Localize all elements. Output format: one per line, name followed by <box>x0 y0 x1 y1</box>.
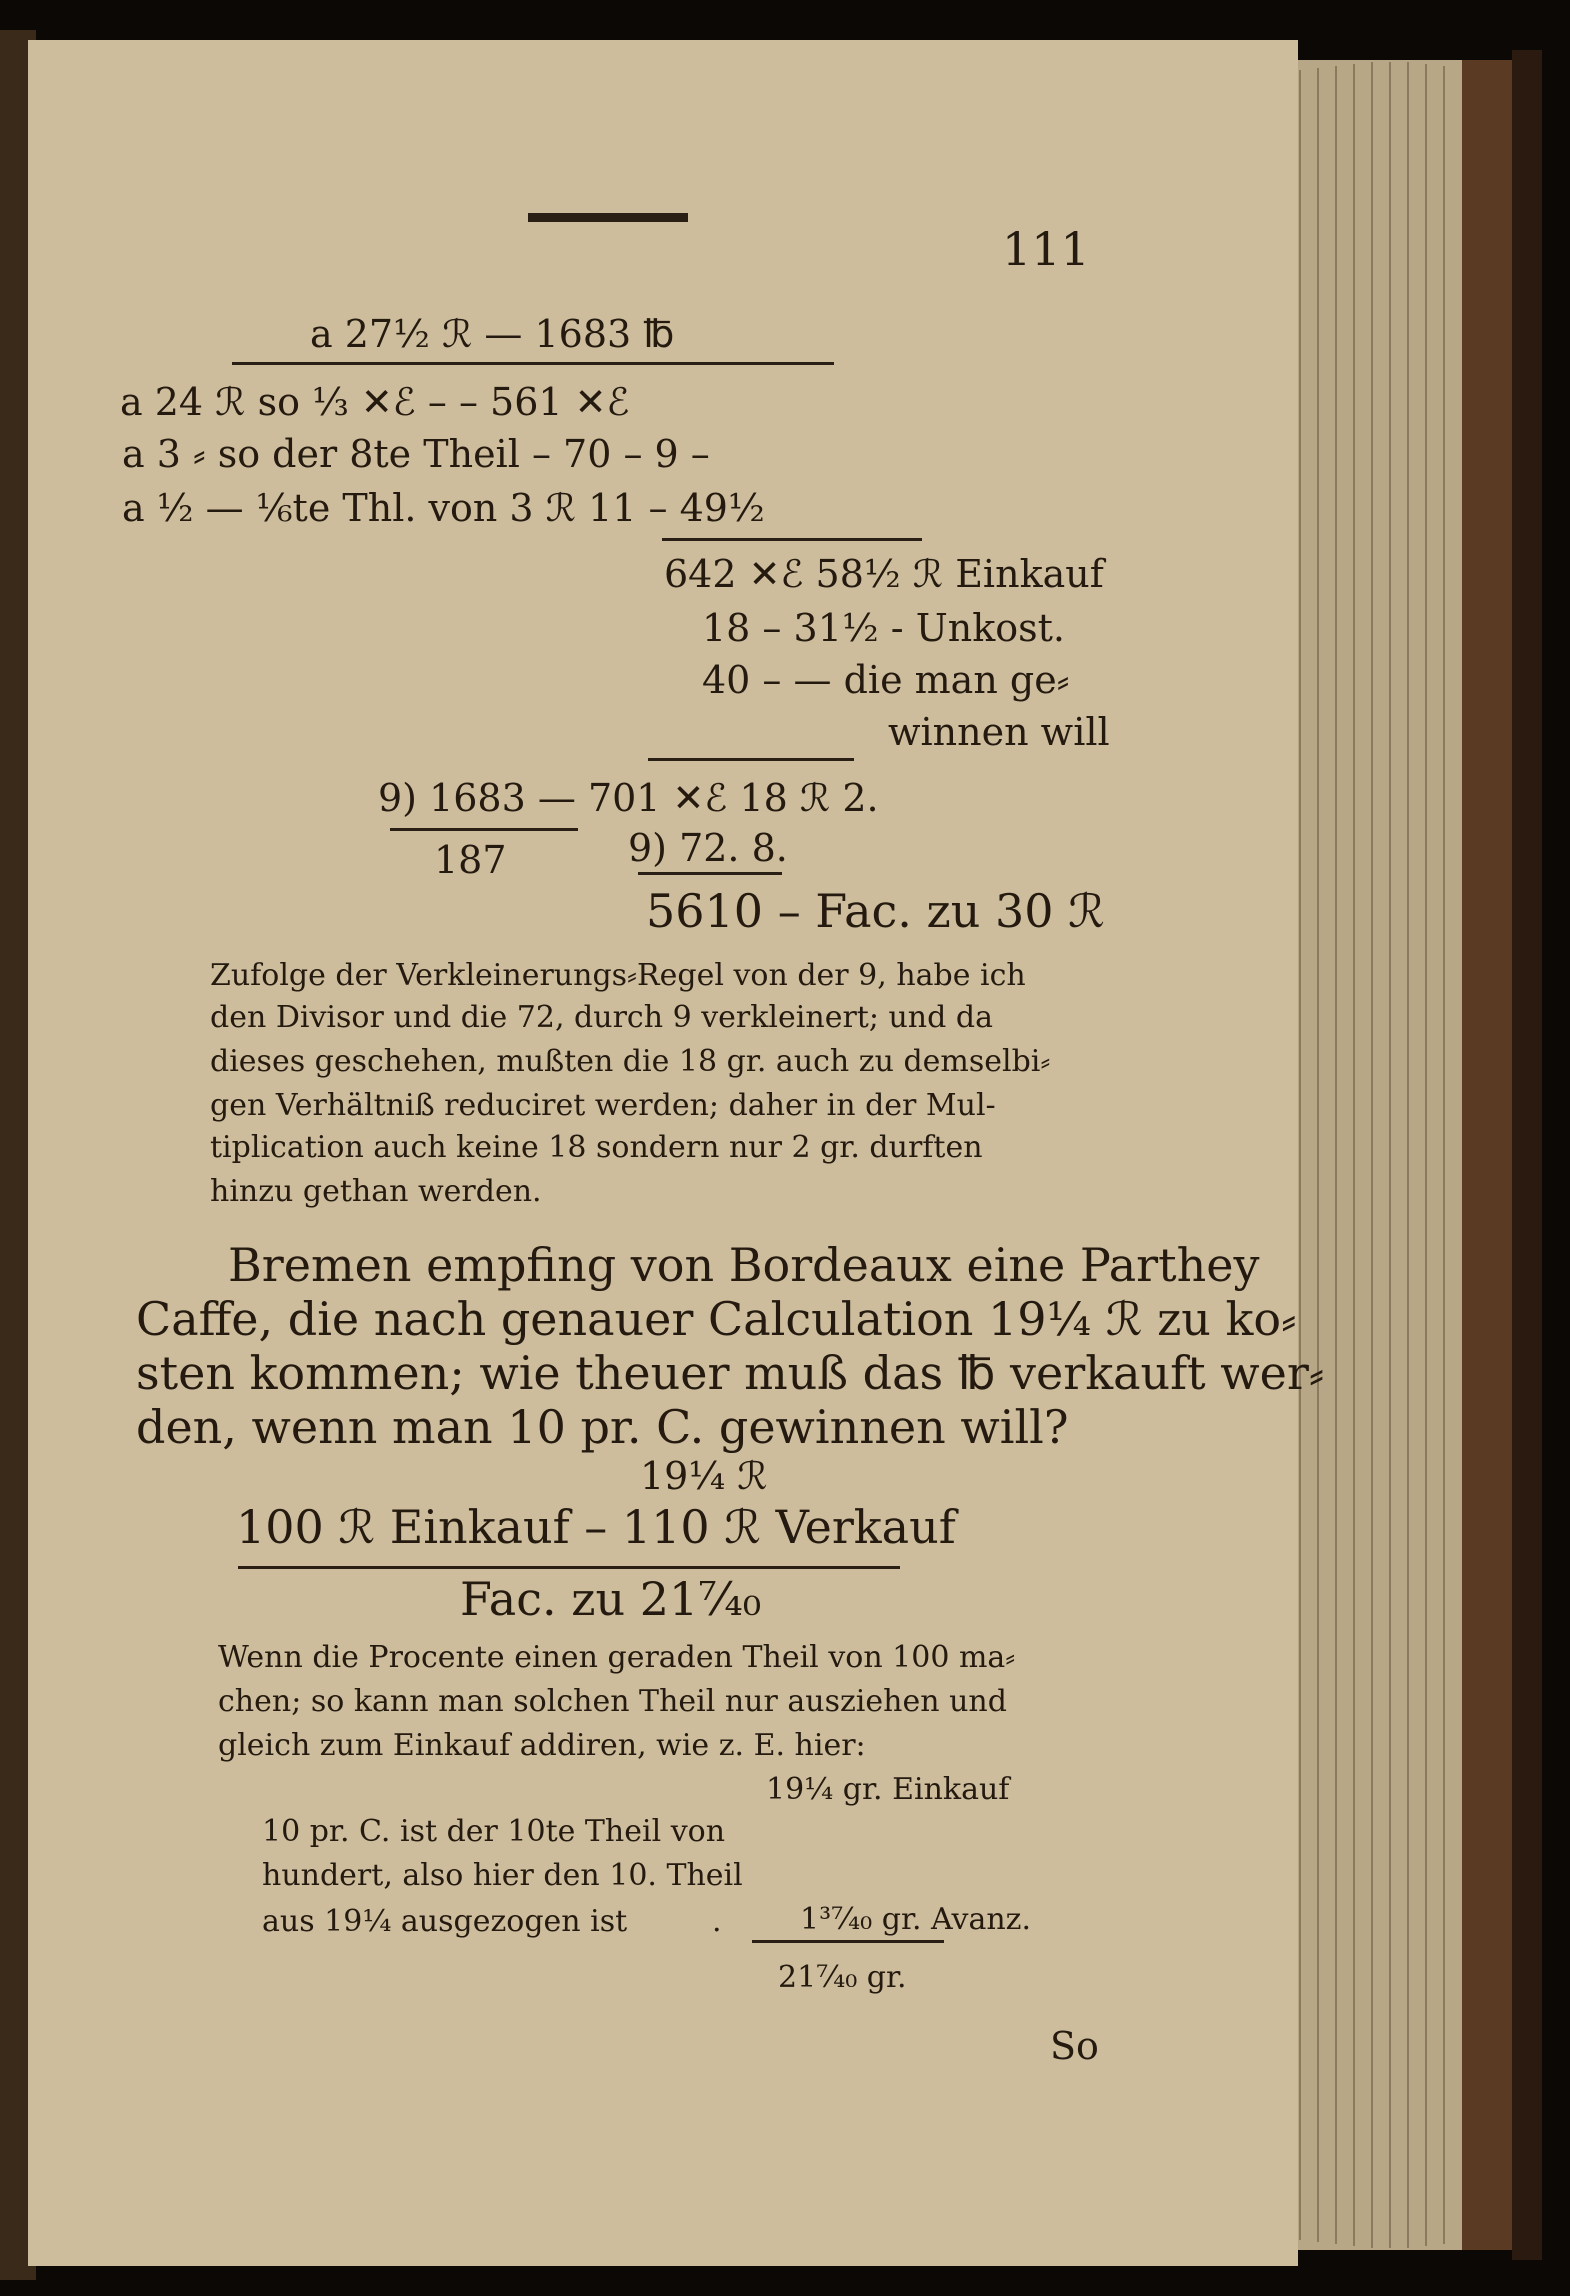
calc3-total: 21⁷⁄₄₀ gr. <box>778 1960 907 1995</box>
calc3-note-line-1: 10 pr. C. ist der 10te Theil von <box>262 1814 726 1849</box>
calc1-line-5: 642 ✕ℰ 58½ ℛ Einkauf <box>664 552 1104 596</box>
calc1-rule-3 <box>648 758 854 761</box>
calc2-line-3: Fac. zu 21⁷⁄₄₀ <box>460 1572 762 1626</box>
paragraph2-line-4: den, wenn man 10 pr. C. gewinnen will? <box>136 1400 1069 1454</box>
calc1-line-9: 9) 1683 — 701 ✕ℰ 18 ℛ 2. <box>378 776 879 820</box>
calc1-rule-5 <box>638 872 782 875</box>
calc1-line-2: a 24 ℛ so ⅓ ✕ℰ – – 561 ✕ℰ <box>120 380 630 424</box>
calc3-note-line-3: aus 19¼ ausgezogen ist <box>262 1904 628 1939</box>
calc1-line-11: 9) 72. 8. <box>628 826 788 870</box>
calc2-line-2: 100 ℛ Einkauf – 110 ℛ Verkauf <box>236 1500 956 1554</box>
calc2-line-1: 19¼ ℛ <box>640 1454 768 1498</box>
calc1-line-12: 5610 – Fac. zu 30 ℛ <box>646 884 1105 938</box>
calc3-dot: . <box>712 1904 722 1939</box>
paragraph3-line-1: Wenn die Procente einen geraden Theil von 100 ma⸗ <box>218 1640 1016 1675</box>
calc1-rule-4 <box>390 828 578 831</box>
calc3-note-line-2: hundert, also hier den 10. Theil <box>262 1858 743 1893</box>
paragraph1-line-2: den Divisor und die 72, durch 9 verkleinert; und da <box>210 1000 993 1035</box>
calc1-rule-1 <box>232 362 834 365</box>
calc1-line-1: a 27½ ℛ — 1683 ℔ <box>310 312 675 356</box>
calc1-line-3: a 3 ⸗ so der 8te Theil – 70 – 9 – <box>122 432 710 476</box>
calc3-rule <box>752 1940 944 1943</box>
calc1-line-7: 40 – — die man ge⸗ <box>702 658 1070 702</box>
calc3-einkauf: 19¼ gr. Einkauf <box>766 1772 1010 1807</box>
paragraph2-line-1: Bremen empfing von Bordeaux eine Parthey <box>228 1238 1260 1292</box>
paragraph2-line-2: Caffe, die nach genauer Calculation 19¼ ℛ zu ko⸗ <box>136 1292 1297 1346</box>
header-ornament-rule <box>528 213 688 222</box>
calc1-rule-2 <box>662 538 922 541</box>
paragraph1-line-4: gen Verhältniß reduciret werden; daher in der Mul- <box>210 1088 996 1123</box>
calc1-line-6: 18 – 31½ - Unkost. <box>702 606 1065 650</box>
paragraph1-line-5: tiplication auch keine 18 sondern nur 2 gr. durften <box>210 1130 983 1165</box>
paragraph1-line-6: hinzu gethan werden. <box>210 1174 542 1209</box>
calc2-rule <box>238 1566 900 1569</box>
paragraph1-line-3: dieses geschehen, mußten die 18 gr. auch zu demselbi⸗ <box>210 1044 1051 1079</box>
calc1-line-4: a ½ — ⅙te Thl. von 3 ℛ 11 – 49½ <box>122 486 765 530</box>
paragraph1-line-1: Zufolge der Verkleinerungs⸗Regel von der 9, habe ich <box>210 958 1026 993</box>
paragraph3-line-2: chen; so kann man solchen Theil nur ausziehen und <box>218 1684 1007 1719</box>
calc3-avanz: 1³⁷⁄₄₀ gr. Avanz. <box>800 1902 1032 1937</box>
calc1-line-10: 187 <box>434 838 507 882</box>
catchword: So <box>1050 2024 1099 2068</box>
paragraph3-line-3: gleich zum Einkauf addiren, wie z. E. hier: <box>218 1728 866 1763</box>
page-number: 111 <box>1002 222 1090 276</box>
paragraph2-line-3: sten kommen; wie theuer muß das ℔ verkauft wer⸗ <box>136 1346 1325 1400</box>
calc1-line-8: winnen will <box>888 710 1110 754</box>
